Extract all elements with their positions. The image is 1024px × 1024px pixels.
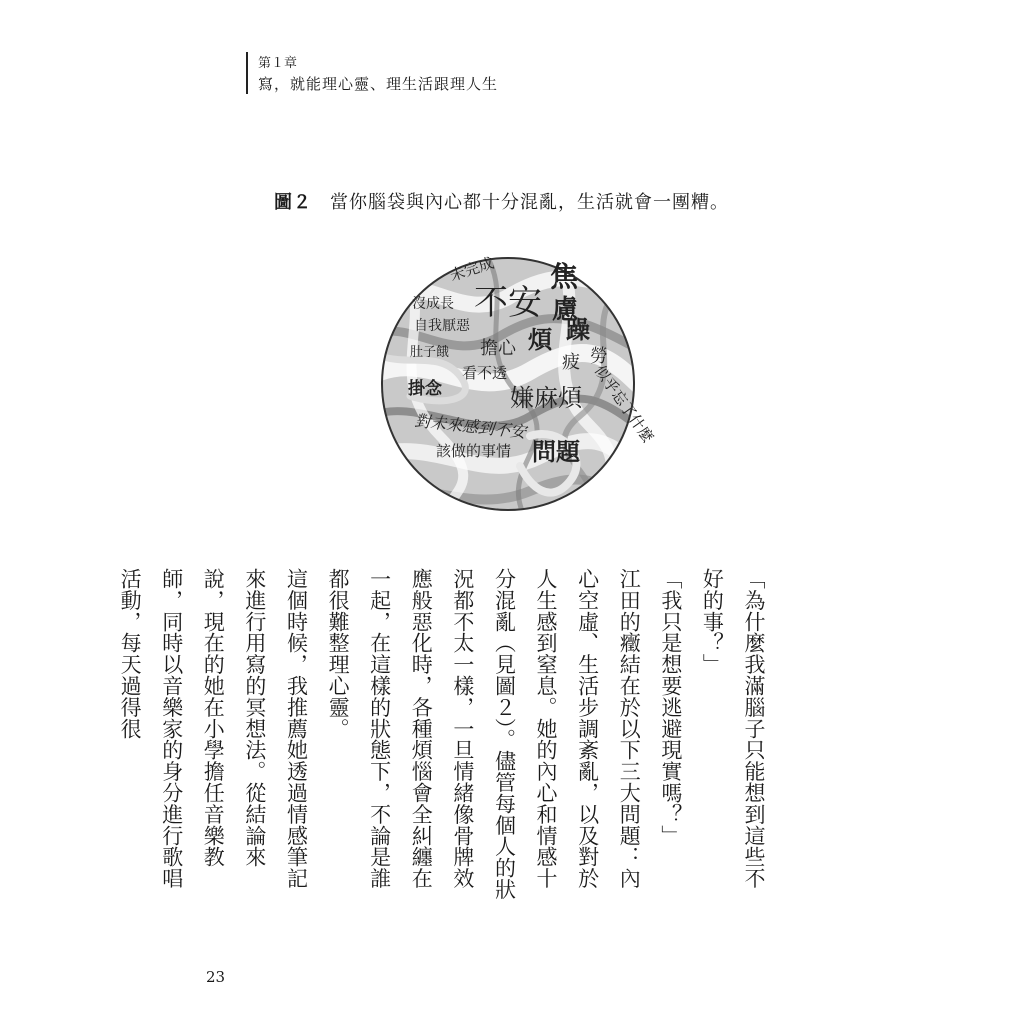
- body-text: [109, 568, 775, 908]
- word-fan: 煩: [528, 326, 552, 354]
- word-lao: 勞: [590, 346, 608, 367]
- paragraph: 江田的癥結在於以下三大問題：內心空虛、生活步調紊亂，以及對於人生感到窒息。她的內心和情感十分混亂（見圖２）。儘管每個人的狀況都不太一樣，一旦情緒像骨牌效應般惡化時，各種煩惱會全糾纏在一起，在這樣的狀態下，不論是誰都很難整理心靈。: [326, 568, 642, 900]
- header-divider: [246, 52, 248, 94]
- chapter-title: 寫，就能理心靈、理生活跟理人生: [258, 75, 499, 93]
- figure-caption-text: 當你腦袋與內心都十分混亂，生活就會一團糟。: [330, 192, 729, 213]
- figure-caption: [274, 188, 729, 214]
- word-anxiety: 不安: [474, 283, 542, 323]
- word-hungry: 肚子餓: [410, 345, 450, 360]
- word-future-anxiety: 對未來感到不安: [413, 411, 527, 442]
- chapter-label: 第１章: [258, 56, 298, 71]
- word-self-loathing: 自我厭惡: [414, 318, 470, 334]
- word-zao: 躁: [566, 316, 590, 344]
- word-pi: 疲: [562, 352, 580, 373]
- word-troublesome: 嫌麻煩: [510, 384, 582, 412]
- paragraph: 「為什麼我滿腦子只能想到這些不好的事？」: [700, 568, 766, 889]
- word-lv: 慮: [552, 295, 579, 325]
- paragraph: 「我只是想要逃避現實嗎？」: [658, 568, 683, 847]
- word-forgot-something: 似乎忘了什麼: [590, 361, 658, 447]
- word-problem: 問題: [532, 438, 580, 466]
- figure-number: 圖２: [274, 192, 312, 213]
- word-jiao: 焦: [550, 260, 579, 293]
- word-concern: 掛念: [408, 379, 442, 399]
- page-number: 23: [206, 968, 226, 986]
- chaos-figure: [380, 253, 658, 512]
- word-incomplete: 未完成: [447, 253, 497, 285]
- word-worry: 擔心: [480, 338, 516, 359]
- word-cannot-see-through: 看不透: [462, 364, 508, 382]
- word-no-growth: 沒成長: [412, 296, 454, 312]
- paragraph: 這個時候，我推薦她透過情感筆記來進行用寫的冥想法。從結論來說，現在的她在小學擔任音樂教師，同時以音樂家的身分進行歌唱活動，每天過得很: [118, 568, 309, 889]
- word-things-to-do: 該做的事情: [436, 442, 512, 460]
- marble-circle-illustration: [380, 253, 658, 512]
